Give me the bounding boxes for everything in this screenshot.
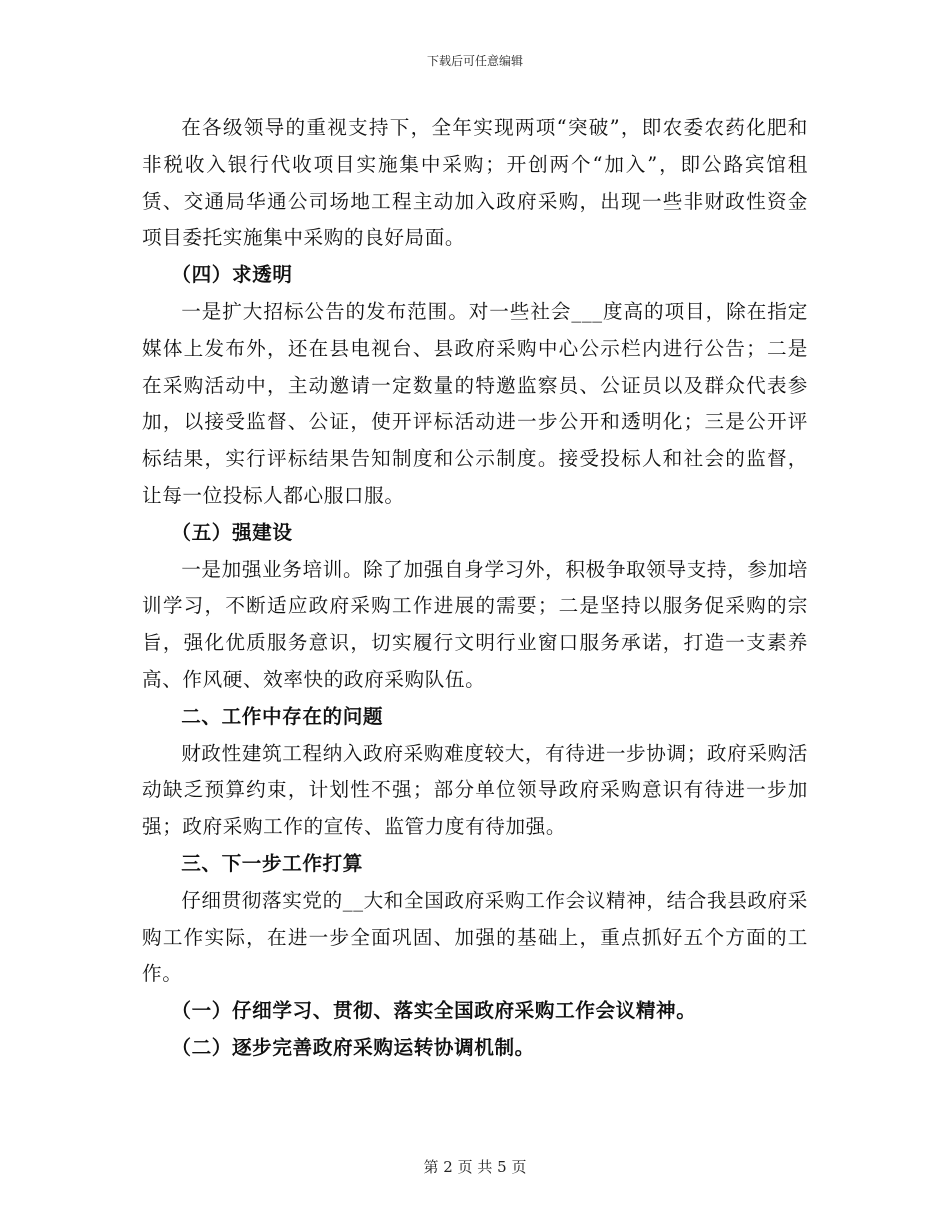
paragraph-problems: 财政性建筑工程纳入政府采购难度较大，有待进一步协调；政府采购活动缺乏预算约束，计划性不强；部分单位领导政府采购意识有待进一步加强；政府采购工作的宣传、监管力度有待加强。 (142, 741, 808, 839)
section-heading-transparency: （四）求透明 (171, 263, 293, 287)
section-heading-problems: 二、工作中存在的问题 (181, 704, 384, 728)
paragraph-transparency: 一是扩大招标公告的发布范围。对一些社会___度高的项目，除在指定媒体上发布外，还在县电视台、县政府采购中心公示栏内进行公告；二是在采购活动中，主动邀请一定数量的特邀监察员、公证员以及群众代表参加，以接受监督、公证，使开评标活动进一步公开和透明化；三是公开评标结果，实行评标结果告知制度和公示制度。接受投标人和社会的监督，让每一位投标人都心服口服。 (142, 299, 808, 507)
section-heading-next-steps: 三、下一步工作打算 (181, 851, 363, 875)
document-body (142, 110, 808, 1067)
page-header: 下载后可任意编辑 (426, 54, 523, 68)
paragraph-breakthroughs: 在各级领导的重视支持下，全年实现两项“突破”，即农委农药化肥和非税收入银行代收项目实施集中采购；开创两个“加入”，即公路宾馆租赁、交通局华通公司场地工程主动加入政府采购，出现一些非财政性资金项目委托实施集中采购的良好局面。 (142, 116, 808, 250)
subheading-item-1: （一）仔细学习、贯彻、落实全国政府采购工作会议精神。 (171, 999, 697, 1023)
paragraph-next-steps: 仔细贯彻落实党的__大和全国政府采购工作会议精神，结合我县政府采购工作实际，在进一步全面巩固、加强的基础上，重点抓好五个方面的工作。 (142, 888, 808, 986)
subheading-item-2: （二）逐步完善政府采购运转协调机制。 (171, 1035, 535, 1059)
section-heading-construction: （五）强建设 (171, 520, 293, 544)
paragraph-construction: 一是加强业务培训。除了加强自身学习外，积极争取领导支持，参加培训学习，不断适应政府采购工作进展的需要；二是坚持以服务促采购的宗旨，强化优质服务意识，切实履行文明行业窗口服务承诺，打造一支素养高、作风硬、效率快的政府采购队伍。 (142, 557, 808, 691)
page-number: 第 2 页 共 5 页 (423, 1158, 527, 1176)
